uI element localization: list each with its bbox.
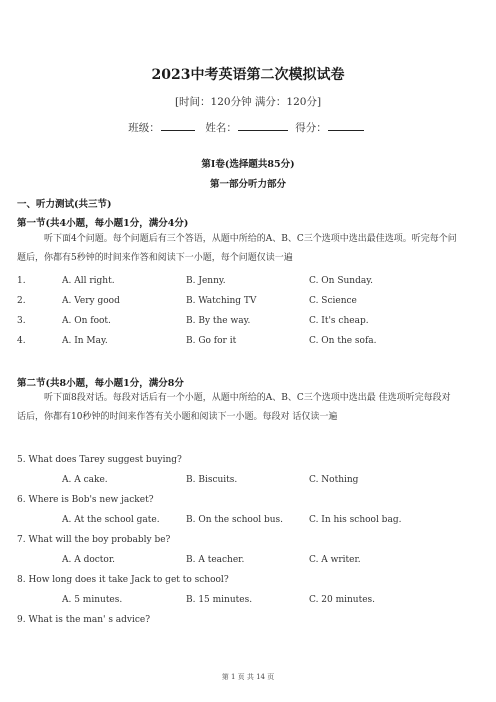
q7-option-a: A. A doctor. bbox=[62, 555, 116, 565]
q6-option-c: C. In his school bag. bbox=[309, 515, 402, 525]
q4-option-a: A. In May. bbox=[62, 336, 108, 346]
q8-prompt: 8. How long does it take Jack to get to school? bbox=[17, 575, 229, 585]
part1-heading: 第Ⅰ卷(选择题共85分) bbox=[201, 159, 295, 170]
q7-option-b: B. A teacher. bbox=[186, 555, 245, 565]
class-label: 班级： bbox=[128, 122, 160, 134]
q8-option-b: B. 15 minutes. bbox=[186, 595, 253, 605]
q2-option-c: C. Science bbox=[309, 296, 357, 306]
q2-option-a: A. Very good bbox=[62, 296, 120, 306]
section2-title: 第二节(共8小题，每小题1分，满分8分 bbox=[17, 378, 184, 389]
q8-option-c: C. 20 minutes. bbox=[309, 595, 376, 605]
page-title: 2023中考英语第二次模拟试卷 bbox=[151, 67, 345, 83]
page-footer: 第 1 页 共 14 页 bbox=[221, 673, 275, 681]
class-blank bbox=[161, 120, 195, 131]
name-label: 姓名： bbox=[205, 122, 237, 134]
q2-option-b: B. Watching TV bbox=[186, 296, 257, 306]
q6-prompt: 6. Where is Bob's new jacket? bbox=[17, 495, 154, 505]
q3-option-b: B. By the way. bbox=[186, 316, 251, 326]
q5-option-a: A. A cake. bbox=[62, 475, 108, 485]
q1-number: 1. bbox=[17, 276, 26, 286]
q4-option-c: C. On the sofa. bbox=[309, 336, 377, 346]
q3-option-c: C. It's cheap. bbox=[309, 316, 369, 326]
q4-number: 4. bbox=[17, 336, 26, 346]
section1-instructions: 听下面4个问题。每个问题后有三个答语，从题中所给的A、B、C三个选项中选出最佳选项。听完每个问题后，你都有5秒钟的时间来作答和阅读下一小题，每个问题仅读一遍 bbox=[17, 234, 457, 263]
listening-section-title: 一、听力测试(共三节) bbox=[17, 199, 112, 210]
q2-number: 2. bbox=[17, 296, 26, 306]
q4-option-b: B. Go for it bbox=[186, 336, 237, 346]
q5-option-b: B. Biscuits. bbox=[186, 475, 238, 485]
q9-prompt: 9. What is the man' s advice? bbox=[17, 615, 151, 625]
q1-option-c: C. On Sunday. bbox=[309, 276, 373, 286]
q8-option-a: A. 5 minutes. bbox=[62, 595, 123, 605]
q6-option-a: A. At the school gate. bbox=[62, 515, 160, 525]
q1-option-b: B. Jenny. bbox=[186, 276, 226, 286]
exam-time-info: [时间：120分钟 满分：120分] bbox=[174, 96, 322, 108]
q7-option-c: C. A writer. bbox=[309, 555, 361, 565]
q3-number: 3. bbox=[17, 316, 26, 326]
name-blank bbox=[238, 120, 288, 131]
section2-instructions: 听下面8段对话。每段对话后有一个小题，从题中所给的A、B、C三个选项中选出最 佳选项听完每段对话后，你都有10秒钟的时间来作答有关小题和阅读下一小题。每段对 话仅读一遍 bbox=[17, 393, 451, 422]
q6-option-b: B. On the school bus. bbox=[186, 515, 284, 525]
section1-title: 第一节(共4小题，每小题1分，满分4分) bbox=[17, 218, 189, 229]
q7-prompt: 7. What will the boy probably be? bbox=[17, 535, 171, 545]
listening-part-heading: 第一部分听力部分 bbox=[209, 179, 286, 190]
q3-option-a: A. On foot. bbox=[62, 316, 111, 326]
student-info-line bbox=[0, 120, 496, 135]
q5-prompt: 5. What does Tarey suggest buying? bbox=[17, 455, 182, 465]
q5-option-c: C. Nothing bbox=[309, 475, 359, 485]
score-blank bbox=[328, 120, 364, 131]
q1-option-a: A. All right. bbox=[62, 276, 115, 286]
score-label: 得分： bbox=[295, 122, 327, 134]
